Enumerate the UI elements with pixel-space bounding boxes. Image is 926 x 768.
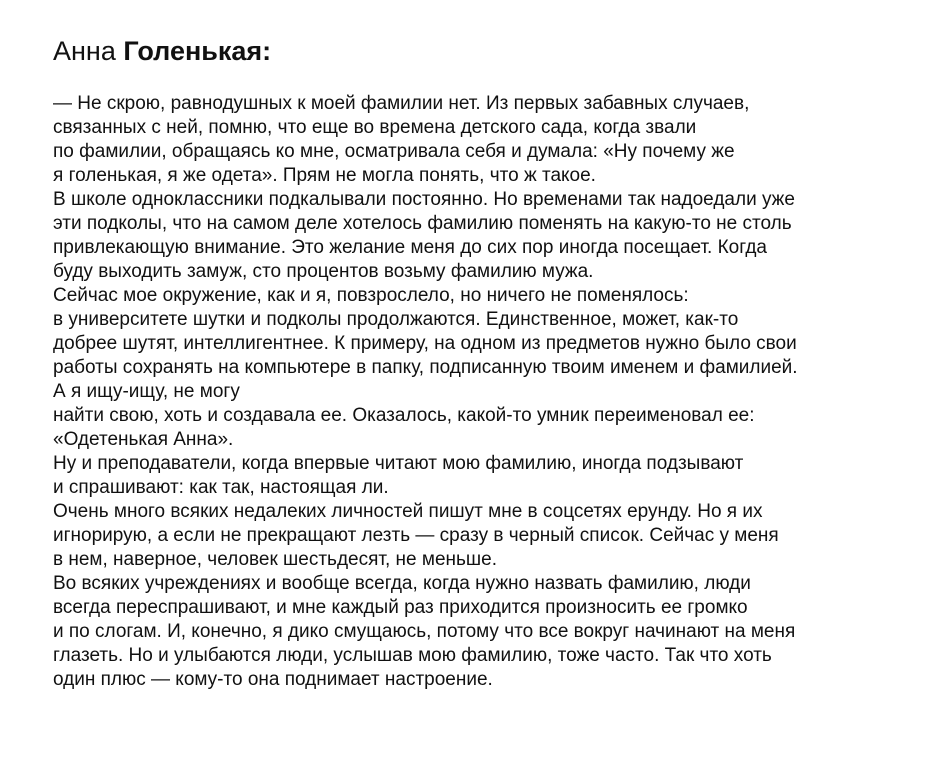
text-line: Очень много всяких недалеких личностей пишут мне в соцсетях ерунду. Но я их <box>53 501 763 522</box>
text-line: найти свою, хоть и создавала ее. Оказалось, какой-то умник переименовал ее: <box>53 405 755 426</box>
text-line: связанных с ней, помню, что еще во времена детского сада, когда звали <box>53 117 697 138</box>
text-line: добрее шутят, интеллигентнее. К примеру, на одном из предметов нужно было свои <box>53 333 797 354</box>
text-line: Сейчас мое окружение, как и я, повзрослело, но ничего не поменялось: <box>53 285 689 306</box>
text-line: всегда переспрашивают, и мне каждый раз приходится произносить ее громко <box>53 597 748 618</box>
title-surname: Голенькая: <box>123 36 272 66</box>
text-line: привлекающую внимание. Это желание меня до сих пор иногда посещает. Когда <box>53 237 767 258</box>
text-line: Во всяких учреждениях и вообще всегда, когда нужно назвать фамилию, люди <box>53 573 751 594</box>
text-line: Ну и преподаватели, когда впервые читают мою фамилию, иногда подзывают <box>53 453 744 474</box>
text-line: В школе одноклассники подкалывали постоянно. Но временами так надоедали уже <box>53 189 795 210</box>
document-page <box>53 34 913 692</box>
page-title <box>53 34 913 68</box>
quote-body <box>53 92 913 692</box>
text-line: один плюс — кому-то она поднимает настроение. <box>53 669 493 690</box>
text-line: «Одетенькая Анна». <box>53 429 234 450</box>
text-line: я голенькая, я же одета». Прям не могла понять, что ж такое. <box>53 165 596 186</box>
text-line: игнорирую, а если не прекращают лезть — сразу в черный список. Сейчас у меня <box>53 525 779 546</box>
text-line: глазеть. Но и улыбаются люди, услышав мою фамилию, тоже часто. Так что хоть <box>53 645 772 666</box>
text-line: и спрашивают: как так, настоящая ли. <box>53 477 389 498</box>
text-line: в нем, наверное, человек шестьдесят, не меньше. <box>53 549 498 570</box>
text-line: и по слогам. И, конечно, я дико смущаюсь, потому что все вокруг начинают на меня <box>53 621 796 642</box>
text-line: работы сохранять на компьютере в папку, подписанную твоим именем и фамилией. <box>53 357 798 378</box>
text-line: — Не скрою, равнодушных к моей фамилии нет. Из первых забавных случаев, <box>53 93 750 114</box>
text-line: буду выходить замуж, сто процентов возьму фамилию мужа. <box>53 261 594 282</box>
title-first-name: Анна <box>53 36 116 66</box>
text-line: эти подколы, что на самом деле хотелось фамилию поменять на какую-то не столь <box>53 213 792 234</box>
text-line: по фамилии, обращаясь ко мне, осматривала себя и думала: «Ну почему же <box>53 141 735 162</box>
text-line: А я ищу-ищу, не могу <box>53 381 240 402</box>
text-line: в университете шутки и подколы продолжаются. Единственное, может, как-то <box>53 309 739 330</box>
